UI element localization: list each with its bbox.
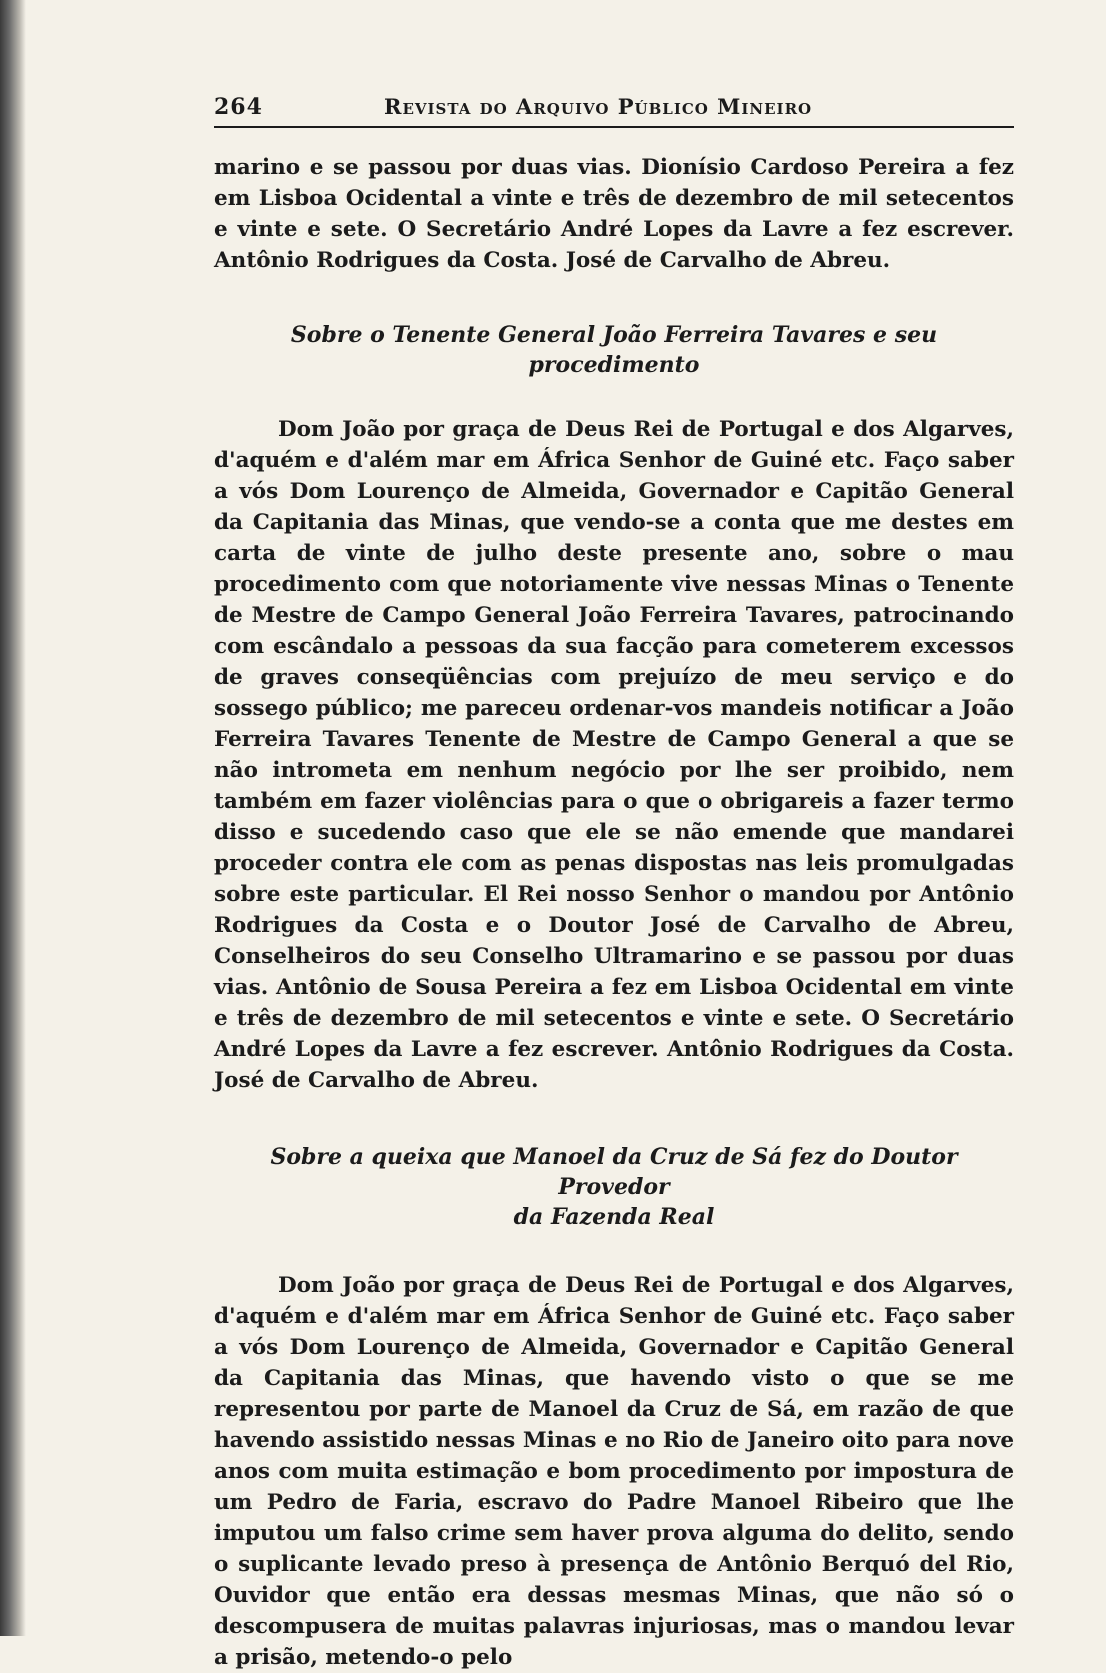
section-title-tenente-general: Sobre o Tenente General João Ferreira Tavares e seu procedimento <box>290 322 938 378</box>
section-title-queixa-line-1: Sobre a queixa que Manoel da Cruz de Sá fez do Doutor Provedor <box>270 1144 958 1200</box>
section-title-queixa-line-2: da Fazenda Real <box>513 1204 715 1230</box>
running-title: Revista do Arquivo Público Mineiro <box>384 94 813 119</box>
section-body-tenente-general: Dom João por graça de Deus Rei de Portugal e dos Algarves, d'aquém e d'além mar em África Senhor de Guiné etc. Faço saber a vós Dom Lourenço de Almeida, Governador e Capitão General da Capitania das Minas, que vendo-se a conta que me destes em carta de vinte de julho deste presente ano, sobre o mau procedimento com que notoriamente vive nessas Minas o Tenente de Mestre de Campo General João Ferreira Tavares, patrocinando com escândalo a pessoas da sua facção para cometerem excessos de graves conseqüências com prejuízo de meu serviço e do sossego público; me pareceu ordenar-vos mandeis notificar a João Ferreira Tavares Tenente de Mestre de Campo General a que se não intrometa em nenhum negócio por lhe ser proibido, nem também em fazer violências para o que o obrigareis a fazer termo disso e sucedendo caso que ele se não emende que mandarei proceder contra ele com as penas dispostas nas leis promulgadas sobre este particular. El Rei nosso Senhor o mandou por Antônio Rodrigues da Costa e o Doutor José de Carvalho de Abreu, Conselheiros do seu Conselho Ultramarino e se passou por duas vias. Antônio de Sousa Pereira a fez em Lisboa Ocidental em vinte e três de dezembro de mil setecentos e vinte e sete. O Secretário André Lopes da Lavre a fez escrever. Antônio Rodrigues da Costa. José de Carvalho de Abreu. <box>214 417 1014 1093</box>
section-body-queixa: Dom João por graça de Deus Rei de Portugal e dos Algarves, d'aquém e d'além mar em África Senhor de Guiné etc. Faço saber a vós Dom Lourenço de Almeida, Governador e Capitão General da Capitania das Minas, que havendo visto o que se me representou por parte de Manoel da Cruz de Sá, em razão de que havendo assistido nessas Minas e no Rio de Janeiro oito para nove anos com muita estimação e bom procedimento por impostura de um Pedro de Faria, escravo do Padre Manoel Ribeiro que lhe imputou um falso crime sem haver prova alguma do delito, sendo o suplicante levado preso à presença de Antônio Berquó del Rio, Ouvidor que então era dessas mesmas Minas, que não só o descompusera de muitas palavras injuriosas, mas o mandou levar a prisão, metendo-o pelo <box>214 1273 1014 1670</box>
page-header <box>214 92 1014 128</box>
document-page <box>214 92 1014 1673</box>
section-title-queixa <box>214 1142 1014 1232</box>
scan-edge-shadow <box>0 0 26 1636</box>
page-number: 264 <box>214 94 263 120</box>
paragraph-continuation: marino e se passou por duas vias. Dionísio Cardoso Pereira a fez em Lisboa Ocidental a vinte e três de dezembro de mil setecentos e vinte e sete. O Secretário André Lopes da Lavre a fez escrever. Antônio Rodrigues da Costa. José de Carvalho de Abreu. <box>214 155 1014 273</box>
